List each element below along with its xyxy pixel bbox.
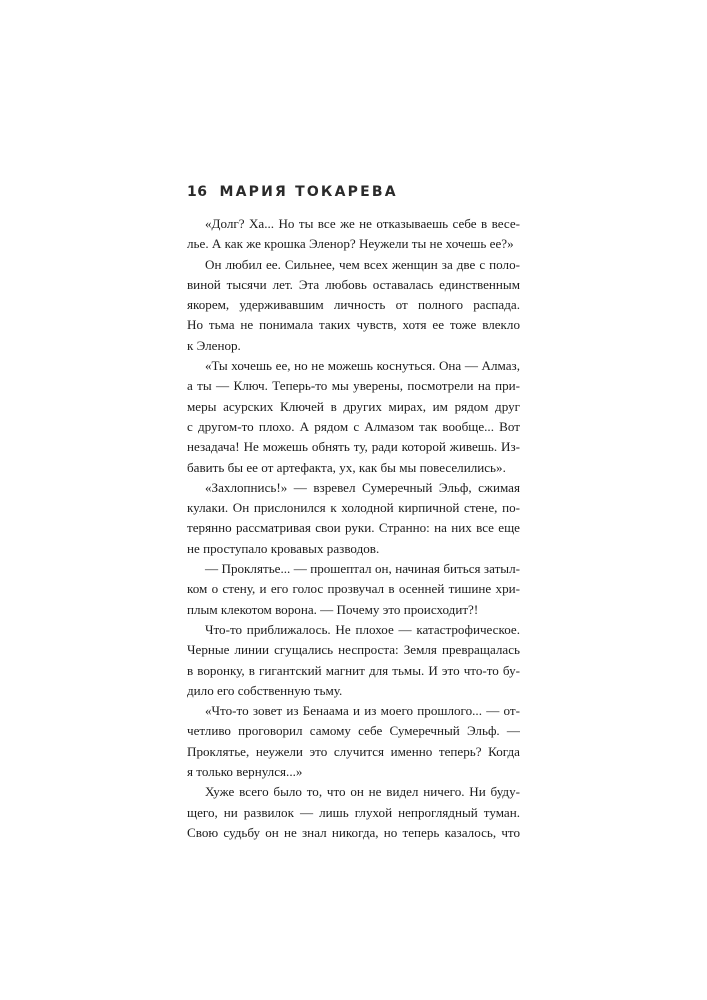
text-line: Свою судьбу он не знал никогда, но теперь казалось, что — [187, 824, 520, 840]
text-line: я только вернулся...» — [187, 764, 303, 780]
text-line: к Эленор. — [187, 337, 241, 353]
page-number: 16 — [187, 184, 208, 200]
text-line: «Ты хочешь ее, но не можешь коснуться. Она — Алмаз, — [205, 358, 520, 374]
text-line: щего, ни развилок — лишь глухой непроглядный туман. — [187, 804, 520, 820]
text-line: четливо проговорил самому себе Сумеречный Эльф. — — [187, 723, 520, 739]
text-line: не проступало кровавых разводов. — [187, 540, 380, 556]
text-line: с другом-то плохо. А рядом с Алмазом так вообще... Вот — [187, 418, 520, 434]
text-line: якорем, удерживавшим личность от полного распада. — [187, 297, 520, 313]
text-line: виной тысячи лет. Эта любовь оставалась единственным — [187, 276, 520, 292]
text-line: Хуже всего было то, что он не видел ничего. Ни буду- — [205, 784, 520, 800]
text-line: меры асурских Ключей в других мирах, им рядом друг — [187, 398, 520, 414]
author-name: МАРИЯ ТОКАРЕВА — [219, 184, 398, 200]
text-line: «Что-то зовет из Бенаама и из моего прошлого... — от- — [205, 703, 520, 719]
text-line: терянно рассматривая свои руки. Странно: на них все еще — [187, 520, 520, 536]
text-line: Черные линии сгущались неспроста: Земля превращалась — [187, 642, 520, 658]
text-line: а ты — Ключ. Теперь-то мы уверены, посмотрели на при- — [187, 378, 520, 394]
text-line: лье. А как же крошка Эленор? Неужели ты не хочешь ее?» — [187, 236, 514, 252]
text-line: кулаки. Он прислонился к холодной кирпичной стене, по- — [187, 500, 520, 516]
body-text — [187, 214, 520, 843]
text-line: Он любил ее. Сильнее, чем всех женщин за две с поло- — [205, 256, 520, 272]
text-line: бавить бы ее от артефакта, ух, как бы мы повеселились». — [187, 459, 506, 475]
text-line: Но тьма не понимала таких чувств, хотя ее тоже влекло — [187, 317, 520, 333]
text-line: «Долг? Ха... Но ты все же не отказываешь себе в весе- — [205, 216, 520, 231]
text-line: в воронку, в гигантский магнит для тьмы. И это что-то бу- — [187, 662, 520, 678]
text-line: незадача! Не можешь обнять ту, ради которой живешь. Из- — [187, 439, 520, 455]
text-line: дило его собственную тьму. — [187, 682, 343, 698]
text-line: Что-то приближалось. Не плохое — катастрофическое. — [205, 621, 520, 637]
running-head — [187, 184, 517, 204]
text-line: — Проклятье... — прошептал он, начиная биться затыл- — [205, 561, 520, 577]
text-line: «Захлопнись!» — взревел Сумеречный Эльф, сжимая — [205, 479, 520, 495]
text-line: плым клекотом ворона. — Почему это происходит?! — [187, 601, 479, 617]
text-line: Проклятье, неужели это случится именно теперь? Когда — [187, 743, 520, 759]
text-line: ком о стену, и его голос прозвучал в осенней тишине хри- — [187, 581, 520, 597]
